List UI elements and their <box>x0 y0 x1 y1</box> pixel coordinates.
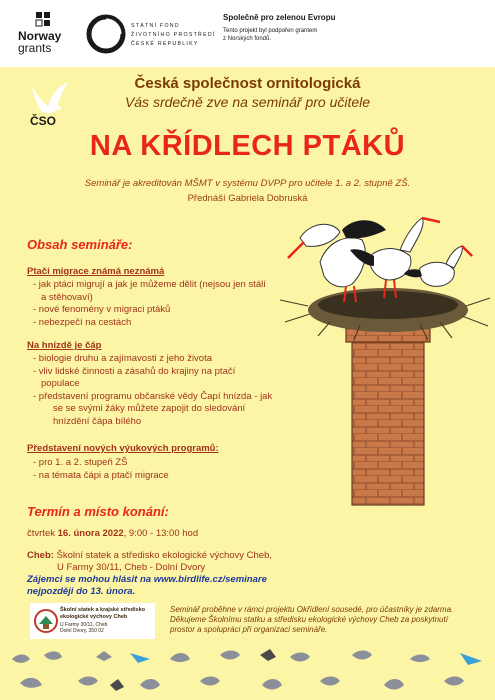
list-item: - jak ptáci migrují a jak je můžeme dělit (nejsou jen stálí <box>33 279 266 290</box>
schedule-heading: Termín a místo konání: <box>27 504 169 519</box>
list-item: - představení programu občanské vědy Čapí hnízda - jak <box>33 390 273 402</box>
bird-silhouette-icon <box>44 651 62 659</box>
list-item: a stěhovaví) <box>41 291 93 303</box>
list-item: - nebezpečí na cestách <box>33 316 132 328</box>
bird-silhouette-icon <box>444 677 464 686</box>
bird-silhouette-icon <box>96 651 112 661</box>
section-migration-title: Ptačí migrace známá neznámá <box>27 266 165 277</box>
list-item: hnízdění čápa bílého <box>53 415 142 427</box>
contents-heading: Obsah semináře: <box>27 237 133 252</box>
swallow-silhouette-icon <box>460 653 482 665</box>
list-item: - pro 1. a 2. stupeň ZŠ <box>33 457 128 468</box>
bird-silhouette-icon <box>262 679 282 690</box>
bird-silhouette-icon <box>12 655 30 663</box>
bird-silhouettes-border <box>0 645 495 700</box>
bird-silhouette-icon <box>260 649 276 661</box>
list-item: populace <box>41 378 80 389</box>
section-programs-list <box>33 457 293 482</box>
swallow-silhouette-icon <box>130 653 150 663</box>
state-fund-label: STÁTNÍ FOND ŽIVOTNÍHO PROSTŘEDÍ ČESKÉ REPUBLIKY <box>131 23 216 47</box>
school-farm-name: Školní statek a krajské středisko ekologické výchovy Cheb <box>60 607 145 620</box>
section-migration-list <box>33 279 293 329</box>
list-item: - vliv lidské činnosti a zásahů do krajiny na ptačí <box>33 365 236 377</box>
section-nest-list <box>33 353 303 428</box>
bird-silhouette-icon <box>200 677 220 686</box>
invitation-text: Vás srdečně zve na seminář pro učitele <box>124 94 371 110</box>
bird-silhouette-icon <box>290 653 310 662</box>
section-nest-title: Na hnízdě je čáp <box>27 340 102 351</box>
cso-abbreviation: ČSO <box>30 114 57 128</box>
seminar-title: NA KŘÍDLECH PTÁKŮ <box>89 130 406 162</box>
bird-silhouette-icon <box>20 678 42 688</box>
schedule-address: U Farmy 30/11, Cheb - Dolní Dvory <box>57 562 206 573</box>
list-item: - biologie druhu a zajímavosti z jeho života <box>33 353 213 364</box>
bird-silhouette-icon <box>410 655 430 663</box>
bird-silhouette-icon <box>220 651 240 660</box>
bird-silhouette-icon <box>320 677 340 686</box>
norway-grants-label: Norway grants <box>18 29 62 55</box>
bird-silhouette-icon <box>140 679 160 690</box>
organization-name: Česká společnost ornitologická <box>134 75 361 92</box>
list-item: - nové fenomény v migraci ptáků <box>33 304 171 315</box>
bird-silhouette-icon <box>110 679 124 691</box>
list-item: - na témata čápi a ptačí migrace <box>33 469 169 481</box>
bird-silhouette-icon <box>170 653 190 662</box>
stork-nest-chimney-illustration <box>270 210 495 510</box>
registration-deadline: nejpozději do 13. února. <box>27 586 136 597</box>
eea-grant-title: Společně pro zelenou Evropu <box>223 13 336 22</box>
accreditation-text: Seminář je akreditován MŠMT v systému DVPP pro učitele 1. a 2. stupně ZŠ. <box>84 178 411 189</box>
school-farm-logo-icon <box>33 606 59 636</box>
school-farm-address: U Farmy 30/11, Cheb Dolní Dvory, 350 02 <box>60 622 108 634</box>
eea-grant-description: Tento projekt byl podpořen grantem z Norských fondů. <box>223 28 318 42</box>
lecturer-text: Přednáší Gabriela Dobruská <box>187 193 308 204</box>
state-fund-logo-icon <box>86 14 126 54</box>
section-programs-title: Představení nových výukových programů: <box>27 443 219 454</box>
registration-link[interactable]: www.birdlife.cz/seminare <box>153 574 267 585</box>
registration-text: Zájemci se mohou hlásit na www.birdlife.cz/seminare <box>27 574 267 585</box>
schedule-place: Cheb: Školní statek a středisko ekologické výchovy Cheb, <box>27 550 272 561</box>
bird-silhouette-icon <box>384 679 404 690</box>
list-item: se se svými žáky můžete zapojit do sledování <box>53 403 246 414</box>
footer-note: Seminář proběhne v rámci projektu Okřídlení sousedé, pro účastníky je zdarma. Děkujeme Školnímu statku a středisku ekologické výchovy Cheb za poskytnutí prostor a spolupráci při organizaci semináře. <box>170 605 454 634</box>
schedule-date: čtvrtek 16. února 2022, 9:00 - 13:00 hod <box>27 528 199 539</box>
bird-silhouette-icon <box>352 651 372 660</box>
bird-silhouette-icon <box>78 677 98 686</box>
